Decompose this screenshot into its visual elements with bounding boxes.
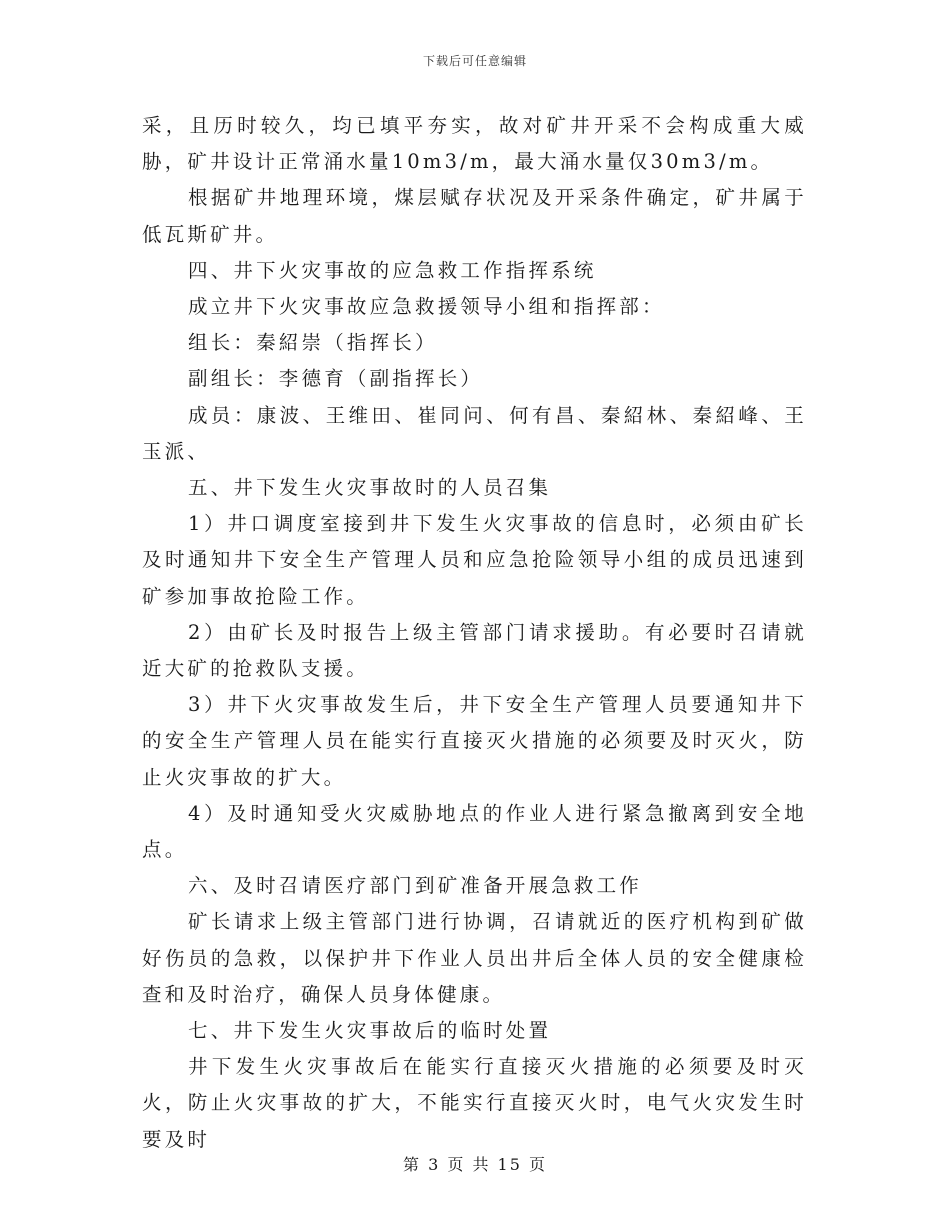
paragraph: 根据矿井地理环境，煤层赋存状况及开采条件确定，矿井属于低瓦斯矿井。 xyxy=(142,186,807,246)
paragraph: 采，且历时较久，均已填平夯实，故对矿井开采不会构成重大威胁，矿井设计正常涌水量10m3/m，最大涌水量仅30m3/m。 xyxy=(142,114,807,174)
list-item: 4）及时通知受火灾威胁地点的作业人进行紧急撤离到安全地点。 xyxy=(142,801,807,862)
paragraph: 组长：秦紹崇（指挥长） xyxy=(188,331,438,355)
section-heading: 六、及时召请医疗部门到矿准备开展急救工作 xyxy=(188,874,643,898)
list-item: 1）井口调度室接到井下发生火灾事故的信息时，必须由矿长及时通知井下安全生产管理人员和应急抢险领导小组的成员迅速到矿参加事故抢险工作。 xyxy=(142,512,807,608)
paragraph: 成员：康波、王维田、崔同问、何有昌、秦紹林、秦紹峰、王玉派、 xyxy=(142,403,807,463)
list-item: 2）由矿长及时报告上级主管部门请求援助。有必要时召请就近大矿的抢救队支援。 xyxy=(142,620,807,681)
section-heading: 四、井下火灾事故的应急救工作指挥系统 xyxy=(188,258,597,282)
paragraph: 矿长请求上级主管部门进行协调，召请就近的医疗机构到矿做好伤员的急救，以保护井下作业人员出井后全体人员的安全健康检查和及时治疗，确保人员身体健康。 xyxy=(142,910,807,1006)
paragraph: 成立井下火灾事故应急救援领导小组和指挥部： xyxy=(188,295,665,319)
section-heading: 七、井下发生火灾事故后的临时处置 xyxy=(188,1019,552,1043)
page-number: 第 3 页 共 15 页 xyxy=(403,1155,547,1174)
document-body xyxy=(142,108,807,1158)
header-note: 下载后可任意编辑 xyxy=(422,54,527,68)
list-item: 3）井下火灾事故发生后，井下安全生产管理人员要通知井下的安全生产管理人员在能实行直接灭火措施的必须要及时灭火，防止火灾事故的扩大。 xyxy=(142,693,807,789)
paragraph: 井下发生火灾事故后在能实行直接灭火措施的必须要及时灭火，防止火灾事故的扩大，不能实行直接灭火时，电气火灾发生时要及时 xyxy=(142,1055,807,1151)
section-heading: 五、井下发生火灾事故时的人员召集 xyxy=(188,476,552,500)
paragraph: 副组长：李德育（副指挥长） xyxy=(188,367,484,391)
